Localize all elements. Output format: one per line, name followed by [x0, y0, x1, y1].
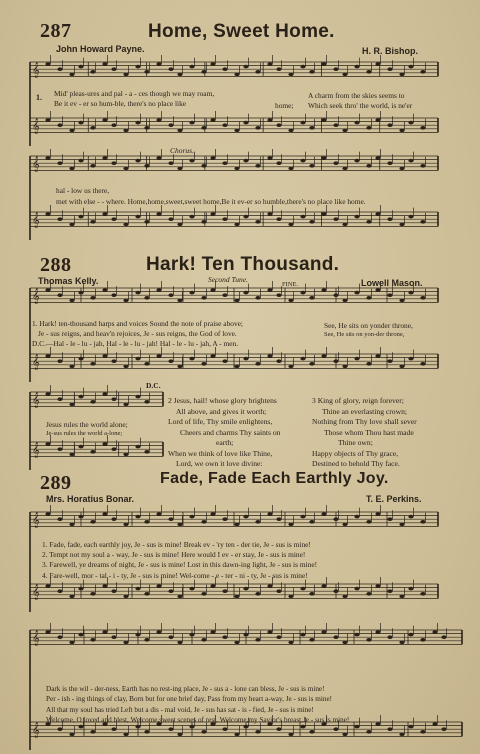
hymn-number-287: 287	[40, 20, 72, 42]
refrain-line-289: All that my soul has tried Left but a dis - mal void, Je - sus has sat - is - fied, Je - sus is mine!	[46, 705, 314, 714]
fine-marker-288: FINE.	[282, 281, 299, 288]
svg-text:𝄞: 𝄞	[32, 119, 40, 134]
hymn-number-288: 288	[40, 254, 72, 276]
svg-text:𝄞: 𝄞	[32, 443, 40, 458]
v3-line: Thine own;	[338, 438, 373, 447]
v3-line: Thine an everlasting crown;	[322, 406, 407, 416]
verse-number-287: 1.	[36, 93, 42, 102]
hymn-title-287: Home, Sweet Home.	[148, 21, 335, 42]
lyric-288-line3: D.C.—Hal - le - lu - jah, Hal - le - lu - jah! Hal - le - lu - jah, A - men.	[32, 339, 239, 348]
svg-text:𝄞: 𝄞	[32, 289, 40, 304]
svg-text:𝄞: 𝄞	[32, 723, 40, 738]
svg-text:𝄞: 𝄞	[32, 585, 40, 600]
hymn-title-288: Hark! Ten Thousand.	[146, 254, 340, 275]
refrain-line-289: Dark is the wil - der-ness, Earth has no rest-ing place, Je - sus a - lone can bless, Je - sus is mine!	[46, 685, 325, 693]
lyric-288-line4b: Je-sus rules the world a-lone;	[46, 430, 123, 437]
v2-line: All above, and gives it worth;	[176, 406, 267, 416]
svg-text:𝄞: 𝄞	[32, 355, 40, 370]
music-credit-287: H. R. Bishop.	[362, 46, 418, 56]
lyric-288-line1r: See, He sits on yonder throne,	[324, 321, 413, 330]
verse-line-289: 1. Fade, fade, each earthly joy, Je - sus is mine! Break ev - 'ry ten - der tie, Je - sus is mine!	[42, 540, 311, 549]
v2-line: 2 Jesus, hail! whose glory brightens	[168, 396, 277, 405]
tune-name-288: Second Tune.	[208, 275, 248, 284]
v2-line: When we think of love like Thine,	[168, 448, 273, 458]
v3-line: Happy objects of Thy grace,	[312, 448, 399, 458]
dc-marker-288: D.C.	[146, 381, 161, 390]
lyric-288-line2: Je - sus reigns, and heav'n rejoices, Je - sus reigns, the God of love.	[38, 329, 237, 338]
lyric-288-line4: Jesus rules the world alone;	[46, 420, 128, 429]
words-credit-287: John Howard Payne.	[56, 44, 145, 54]
chorus-287-line2: met with else - - where. Home,home,sweet,sweet home,Be it ev-er so humble,there's no place like home.	[56, 197, 366, 206]
lyric-288-line2r: See, He sits on yon-der throne,	[324, 331, 405, 338]
staff-287-2-treble	[30, 149, 438, 172]
hymn-title-289: Fade, Fade Each Earthly Joy.	[160, 470, 389, 487]
verse-line-289: 4. Fare-well, mor - tal - i - ty, Je - sus is mine! Wel-come - e - ter - ni - ty, Je - sus is mine!	[42, 570, 308, 580]
v2-line: earth;	[216, 438, 234, 447]
v3-line: Nothing from Thy love shall sever	[312, 417, 417, 426]
verses-289	[42, 540, 317, 581]
svg-text:𝄞: 𝄞	[32, 393, 40, 408]
svg-text:𝄞: 𝄞	[32, 213, 40, 228]
svg-text:𝄞: 𝄞	[32, 631, 40, 646]
staff-287-1-treble	[30, 55, 438, 78]
svg-text:𝄞: 𝄞	[32, 157, 40, 172]
v2-line: Cheers and charms Thy saints on	[180, 427, 281, 437]
staff-289-2-treble	[30, 623, 462, 646]
chorus-287-line1: hal - low us there,	[56, 186, 110, 195]
staff-288-1-bass	[30, 347, 438, 370]
verse-3-288	[312, 396, 417, 470]
svg-text:𝄞: 𝄞	[32, 513, 40, 528]
music-credit-289: T. E. Perkins.	[366, 494, 422, 504]
verse-2-288	[168, 396, 280, 470]
chorus-marker-287: Chorus.	[170, 146, 194, 155]
staff-288-2-bass	[30, 435, 163, 458]
music-credit-288: Lowell Mason.	[361, 278, 423, 288]
staff-288-2-treble	[30, 385, 163, 408]
hymn-number-289: 289	[40, 472, 72, 494]
staff-289-1-treble	[30, 505, 438, 528]
words-credit-289: Mrs. Horatius Bonar.	[46, 494, 135, 504]
lyric-287-line2a: Be it ev - er so hum-ble, there's no place like	[54, 99, 187, 108]
verse-line-289: 3. Farewell, ye dreams of night, Je - sus is mine! Lost in this dawn-ing light, Je - sus is mine!	[42, 560, 318, 570]
v3-line: Destined to behold Thy face.	[312, 459, 400, 468]
refrain-line-289: Welcome, O loved and blest, Welcome,sweet scenes of rest, Welcome,my Savior's breast,Je - sus is mine!	[46, 716, 350, 725]
lyric-287-line2c: Which seek thro' the world, is ne'er	[308, 101, 413, 110]
v3-line: 3 King of glory, reign forever;	[312, 396, 404, 405]
staff-287-1-bass	[30, 111, 438, 134]
verse-line-289: 2. Tempt not my soul a - way, Je - sus is mine! Here would I ev - er stay, Je - sus is mine!	[42, 550, 306, 560]
v2-line: Lord of life, Thy smile enlightens,	[168, 417, 273, 426]
refrain-line-289: Per - ish - ing things of clay, Born but for one brief day, Pass from my heart a-way, Je - sus is mine!	[46, 695, 333, 704]
lyric-287-line1a: Mid' pleas-ures and pal - a - ces though we may roam,	[54, 89, 215, 98]
lyric-288-line1: 1. Hark! ten-thousand harps and voices Sound the note of praise above;	[32, 319, 243, 328]
refrain-289	[46, 684, 349, 726]
v2-line: Lord, we own it love divine:	[176, 459, 263, 468]
v3-line: Those whom Thou hast made	[324, 427, 414, 437]
staff-287-2-bass	[30, 205, 438, 228]
words-credit-288: Thomas Kelly.	[38, 276, 99, 286]
lyric-287-line1b: A charm from the skies seems to	[308, 91, 405, 100]
lyric-287-line2b: home;	[275, 101, 294, 110]
svg-text:𝄞: 𝄞	[32, 63, 40, 78]
